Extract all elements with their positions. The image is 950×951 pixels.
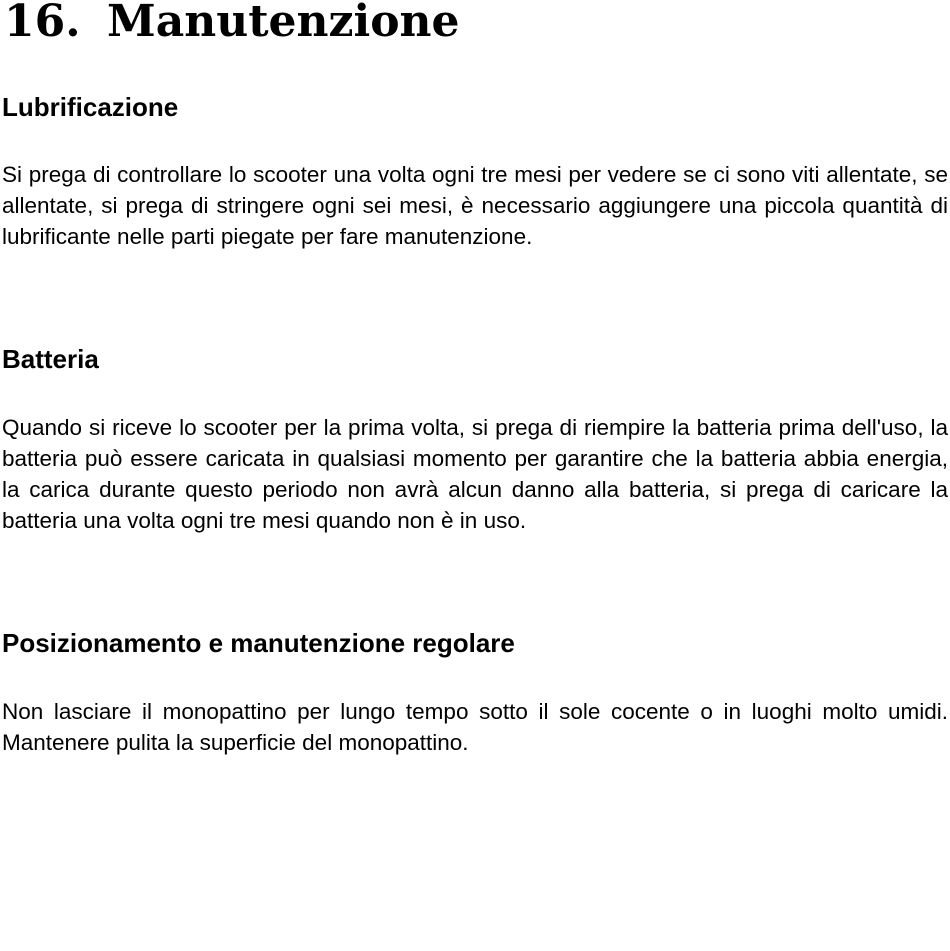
chapter-title-text: Manutenzione bbox=[107, 0, 460, 47]
section-heading-lubrificazione: Lubrificazione bbox=[2, 92, 179, 122]
section-paragraph-batteria: Quando si riceve lo scooter per la prima volta, si prega di riempire la batteria prima dell'uso, la batteria può essere caricata in qualsiasi momento per garantire che la batteria abbia energia, la carica durante questo periodo non avrà alcun danno alla batteria, si prega di caricare la batteria una volta ogni tre mesi quando non è in uso. bbox=[2, 415, 948, 533]
section-heading-batteria: Batteria bbox=[2, 344, 99, 374]
section-paragraph-posizionamento: Non lasciare il monopattino per lungo tempo sotto il sole cocente o in luoghi molto umidi. Mantenere pulita la superficie del monopattino. bbox=[2, 699, 948, 755]
section-heading-posizionamento: Posizionamento e manutenzione regolare bbox=[2, 628, 515, 658]
section-paragraph-lubrificazione: Si prega di controllare lo scooter una volta ogni tre mesi per vedere se ci sono viti allentate, se allentate, si prega di stringere ogni sei mesi, è necessario aggiungere una piccola quantità di lubrificante nelle parti piegate per fare manutenzione. bbox=[2, 162, 948, 249]
chapter-title bbox=[4, 0, 460, 50]
chapter-number: 16. bbox=[4, 0, 81, 47]
